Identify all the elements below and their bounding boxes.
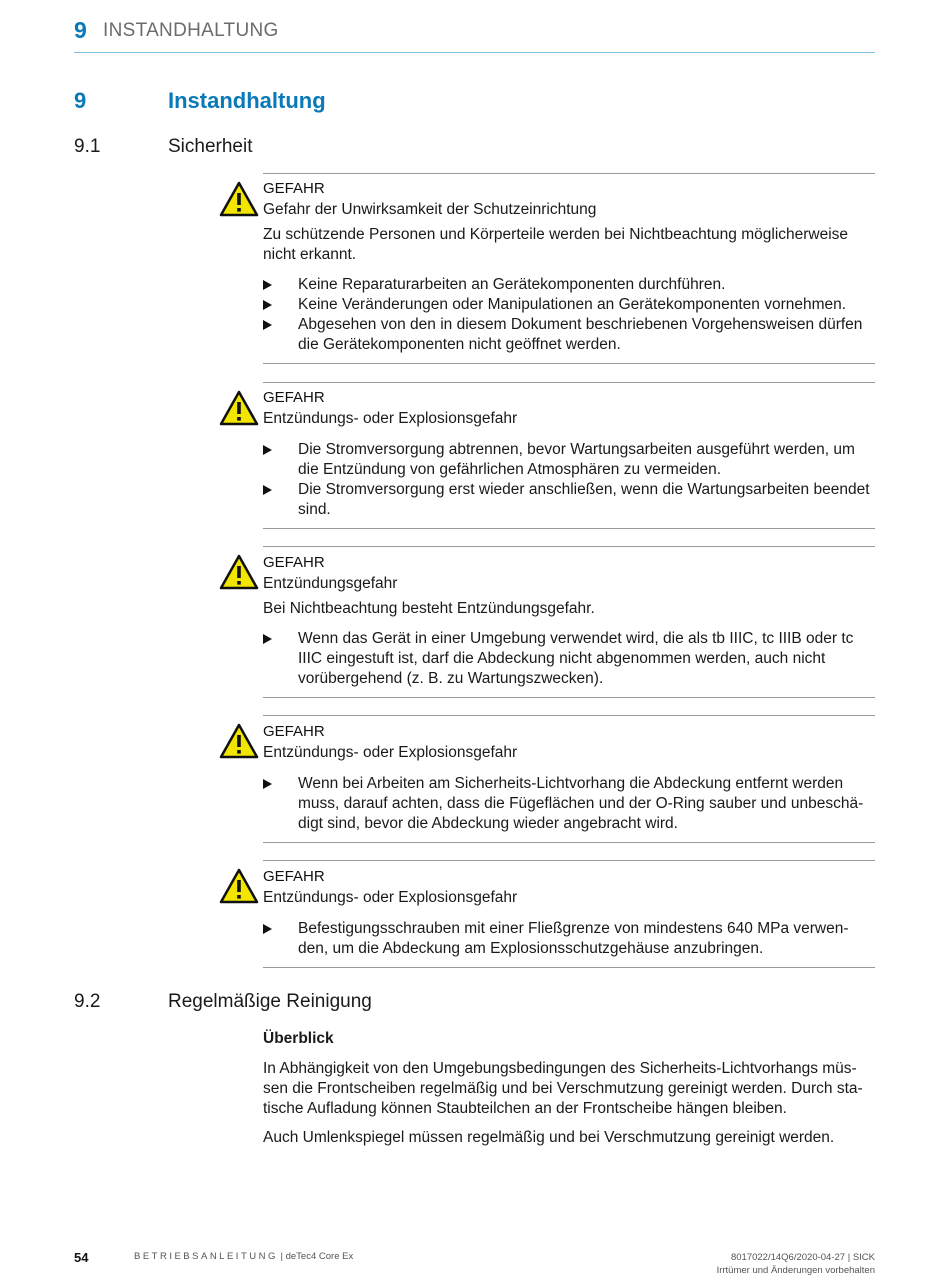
warning-triangle-icon [219, 554, 259, 590]
header-divider [74, 52, 875, 53]
chapter-title: Instandhaltung [168, 88, 326, 113]
body-paragraph: Auch Umlenkspiegel müssen regelmäßig und bei Verschmutzung gereinigt werden. [263, 1129, 835, 1146]
warning-top-rule [263, 860, 875, 861]
footer-document-type [134, 1251, 353, 1262]
sub-heading: Überblick [263, 1030, 334, 1047]
bullet-arrow-icon [263, 300, 272, 310]
section-title: Sicherheit [168, 136, 253, 157]
warning-triangle-icon [219, 390, 259, 426]
warning-triangle-icon [219, 723, 259, 759]
warning-bottom-rule [263, 697, 875, 698]
warning-label: GEFAHR [263, 389, 325, 406]
warning-top-rule [263, 546, 875, 547]
warning-bottom-rule [263, 967, 875, 968]
warning-label: GEFAHR [263, 723, 325, 740]
footer-doc-id: 8017022/14Q6/2020-04-27 | SICK [730, 1252, 875, 1263]
bullet-arrow-icon [263, 485, 272, 495]
warning-subtitle: Entzündungsgefahr [263, 575, 398, 592]
section-number: 9.1 [74, 136, 101, 157]
warning-top-rule [263, 382, 875, 383]
warning-subtitle: Entzündungs- oder Explosionsgefahr [263, 410, 518, 427]
footer-doc-type-label: BETRIEBSANLEITUNG [134, 1251, 278, 1262]
page-number: 54 [74, 1250, 89, 1265]
header-chapter-title: INSTANDHALTUNG [103, 20, 279, 41]
footer-disclaimer: Irrtümer und Änderungen vorbehalten [716, 1265, 875, 1276]
footer-product: | deTec4 Core Ex [280, 1251, 354, 1262]
section-title: Regelmäßige Reinigung [168, 991, 372, 1012]
warning-top-rule [263, 173, 875, 174]
warning-subtitle: Gefahr der Unwirksamkeit der Schutzeinrichtung [263, 201, 597, 218]
warning-label: GEFAHR [263, 554, 325, 571]
header-chapter-number: 9 [74, 17, 87, 43]
footer-document-info [717, 1251, 875, 1277]
warning-subtitle: Entzündungs- oder Explosionsgefahr [263, 889, 518, 906]
warning-triangle-icon [219, 181, 259, 217]
bullet-arrow-icon [263, 280, 272, 290]
bullet-arrow-icon [263, 924, 272, 934]
warning-bottom-rule [263, 528, 875, 529]
warning-text: Zu schützende Personen und Körperteile werden bei Nichtbeachtung möglicherweise nicht erkannt. [263, 226, 849, 263]
warning-bottom-rule [263, 363, 875, 364]
warning-triangle-icon [219, 868, 259, 904]
warning-top-rule [263, 715, 875, 716]
warning-label: GEFAHR [263, 180, 325, 197]
bullet-arrow-icon [263, 779, 272, 789]
chapter-number: 9 [74, 88, 87, 113]
warning-bottom-rule [263, 842, 875, 843]
bullet-arrow-icon [263, 320, 272, 330]
warning-label: GEFAHR [263, 868, 325, 885]
warning-text: Bei Nichtbeachtung besteht Entzündungsgefahr. [263, 600, 595, 617]
bullet-arrow-icon [263, 634, 272, 644]
warning-subtitle: Entzündungs- oder Explosionsgefahr [263, 744, 518, 761]
body-paragraph: In Abhängigkeit von den Umgebungsbedingungen des Sicherheits-Lichtvorhangs müssen die Frontscheiben regelmäßig und bei Verschmutzung gereinigt werden. Durch statische Aufladung können Staubteilchen an der Frontscheibe hängen bleiben. [263, 1060, 863, 1117]
section-number: 9.2 [74, 991, 101, 1012]
bullet-arrow-icon [263, 445, 272, 455]
